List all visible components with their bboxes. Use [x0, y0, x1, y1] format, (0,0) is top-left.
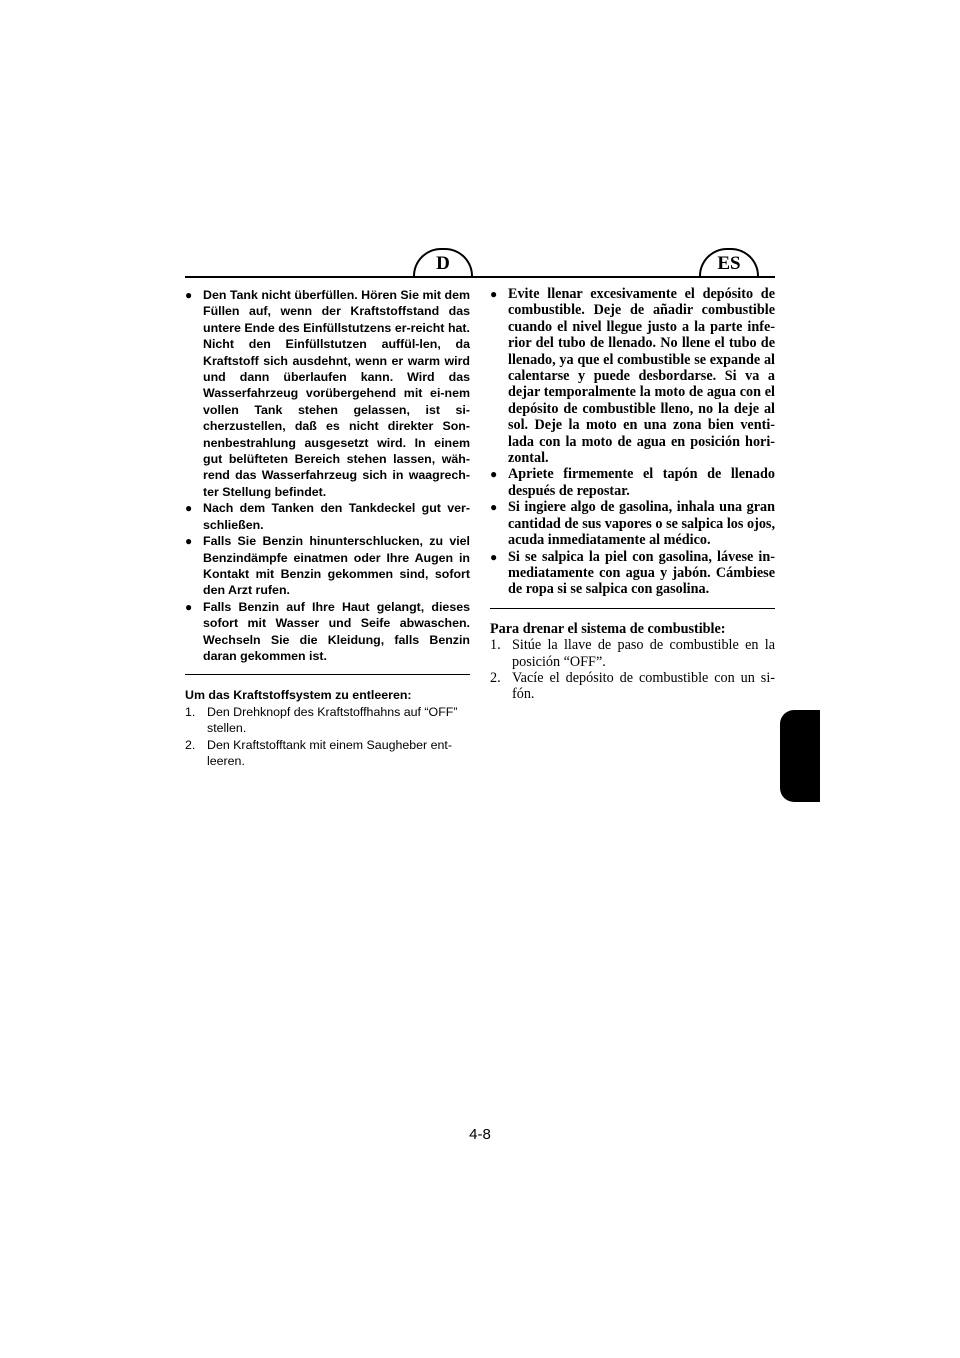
- step-item: 2. Den Kraftstofftank mit einem Saugheber ent-leeren.: [185, 737, 452, 768]
- list-item: ● Apriete firmemente el tapón de llenado después de repostar.: [490, 466, 775, 499]
- language-tab-spanish: ES: [699, 248, 759, 276]
- list-item: ● Si ingiere algo de gasolina, inhala una gran cantidad de sus vapores o se salpica los ojos, acuda inmediatamente al médico.: [490, 499, 775, 549]
- list-item: ● Evite llenar excesivamente el depósito de combustible. Deje de añadir combustible cuando el nivel llegue justo a la parte infe-rior del tubo de llenado. No llene el tubo de llenado, ya que el combustible se expande al calentarse y puede desbordarse. Si va a dejar temporalmente la moto de agua con el depósito de combustible lleno, no la deje al sol. Deje la moto en una zona bien venti-lada con la moto de agua en posición hori-zontal.: [490, 286, 775, 467]
- german-warning-list: [185, 287, 470, 664]
- spanish-column: [490, 286, 775, 703]
- language-tab-german: D: [413, 248, 473, 276]
- bullet-icon: ●: [185, 288, 193, 302]
- procedure-steps: [490, 637, 775, 703]
- language-header: [185, 248, 775, 278]
- list-item: ● Den Tank nicht überfüllen. Hören Sie mit dem Füllen auf, wenn der Kraftstoffstand das untere Ende des Einfüllstutzens er-reicht hat. Nicht den Einfüllstutzen auffül-len, da Kraftstoff sich ausdehnt, wenn er warm wird und dann überlaufen kann. Wird das Wasserfahrzeug vorübergehend mit ei-nem vollen Tank stehen gelassen, ist si-cherzustellen, daß es nicht direkter Son-nenbestrahlung ausgesetzt wird. In einem gut belüfteten Bereich stehen lassen, wäh-rend das Wasserfahrzeug sich in waagrech-ter Stellung befindet.: [185, 288, 470, 499]
- chapter-thumb-tab: [780, 710, 820, 802]
- list-item: ● Falls Benzin auf Ihre Haut gelangt, dieses sofort mit Wasser und Seife abwaschen. Wechseln Sie die Kleidung, falls Benzin daran gekommen ist.: [185, 599, 470, 663]
- procedure-steps: [185, 704, 470, 770]
- bullet-icon: ●: [490, 549, 498, 564]
- german-column: [185, 287, 470, 769]
- bullet-icon: ●: [490, 467, 498, 482]
- step-item: 1. Den Drehknopf des Kraftstoffhahns auf “OFF” stellen.: [185, 704, 458, 736]
- list-item: ● Nach dem Tanken den Tankdeckel gut ver-schließen.: [185, 501, 470, 532]
- procedure-title: Para drenar el sistema de combustible:: [490, 620, 726, 637]
- list-item: ● Si se salpica la piel con gasolina, lávese in-mediatamente con agua y jabón. Cámbiese de ropa si se salpica con gasolina.: [490, 548, 775, 598]
- warning-divider: [490, 608, 775, 609]
- warning-divider: [185, 674, 470, 675]
- step-item: 1. Sitúe la llave de paso de combustible en la posición “OFF”.: [490, 637, 775, 670]
- bullet-icon: ●: [185, 534, 193, 549]
- step-item: 2. Vacíe el depósito de combustible con un si-fón.: [490, 669, 775, 703]
- bullet-icon: ●: [490, 500, 498, 515]
- bullet-icon: ●: [490, 287, 498, 301]
- procedure-title: Um das Kraftstoffsystem zu entleeren:: [185, 688, 412, 703]
- bullet-icon: ●: [185, 599, 193, 614]
- bullet-icon: ●: [185, 501, 193, 516]
- spanish-warning-list: [490, 286, 775, 598]
- list-item: ● Falls Sie Benzin hinunterschlucken, zu viel Benzindämpfe einatmen oder Ihre Augen in Kontakt mit Benzin gekommen sind, sofort den Arzt rufen.: [185, 534, 470, 598]
- header-rule: [185, 276, 775, 278]
- page-number: 4-8: [469, 1126, 491, 1143]
